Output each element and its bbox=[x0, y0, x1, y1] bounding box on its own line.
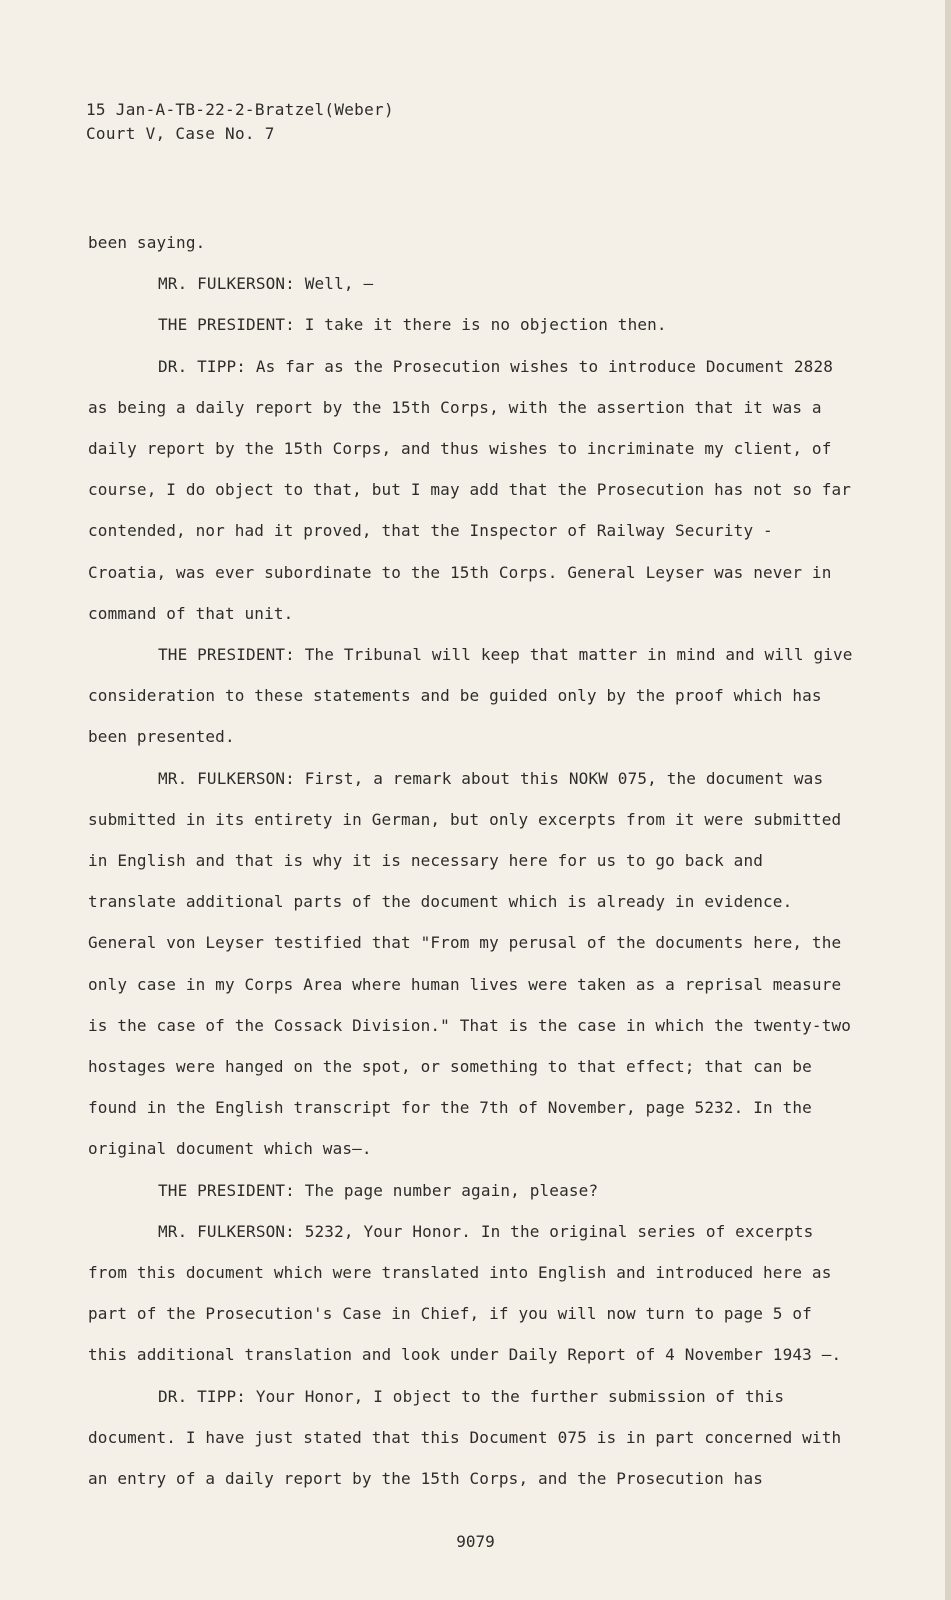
transcript-paragraph: DR. TIPP: Your Honor, I object to the further submission of this document. I have just stated that this Document 075 is in part concerned with an entry of a daily report by the 15th Corps, and the Prosecution has bbox=[88, 1386, 842, 1489]
transcript-paragraph: THE PRESIDENT: The page number again, please? bbox=[158, 1180, 599, 1200]
transcript-body bbox=[88, 222, 858, 1499]
transcript-paragraph: MR. FULKERSON: 5232, Your Honor. In the original series of excerpts from this document which were translated into English and introduced here as part of the Prosecution's Case in Chief, if you will now turn to page 5 of this additional translation and look under Daily Report of 4 November 1943 —. bbox=[88, 1221, 842, 1365]
transcript-paragraph: THE PRESIDENT: I take it there is no objection then. bbox=[158, 315, 667, 335]
transcript-paragraph: MR. FULKERSON: Well, — bbox=[158, 274, 374, 294]
header-court-case: Court V, Case No. 7 bbox=[86, 124, 275, 143]
transcript-paragraph: been saying. bbox=[88, 233, 206, 252]
transcript-paragraph: DR. TIPP: As far as the Prosecution wishes to introduce Document 2828 as being a daily report by the 15th Corps, with the assertion that it was a daily report by the 15th Corps, and thus wishes to incriminate my client, of course, I do object to that, but I may add that the Prosecution has not so far contended, nor had it proved, that the Inspector of Railway Security - Croatia, was ever subordinate to the 15th Corps. General Leyser was never in command of that unit. bbox=[88, 356, 852, 623]
transcript-paragraph: MR. FULKERSON: First, a remark about this NOKW 075, the document was submitted in its entirety in German, but only excerpts from it were submitted in English and that is why it is necessary here for us to go back and translate additional parts of the document which is already in evidence. General von Leyser testified that "From my perusal of the documents here, the only case in my Corps Area where human lives were taken as a reprisal measure is the case of the Cossack Division." That is the case in which the twenty-two hostages were hanged on the spot, or something to that effect; that can be found in the English transcript for the 7th of November, page 5232. In the original document which was—. bbox=[88, 768, 852, 1159]
transcript-paragraph: THE PRESIDENT: The Tribunal will keep that matter in mind and will give consideration to these statements and be guided only by the proof which has been presented. bbox=[88, 645, 853, 747]
document-header bbox=[86, 98, 394, 146]
page-number: 9079 bbox=[456, 1532, 495, 1551]
header-session-code: 15 Jan-A-TB-22-2-Bratzel(Weber) bbox=[86, 100, 394, 119]
